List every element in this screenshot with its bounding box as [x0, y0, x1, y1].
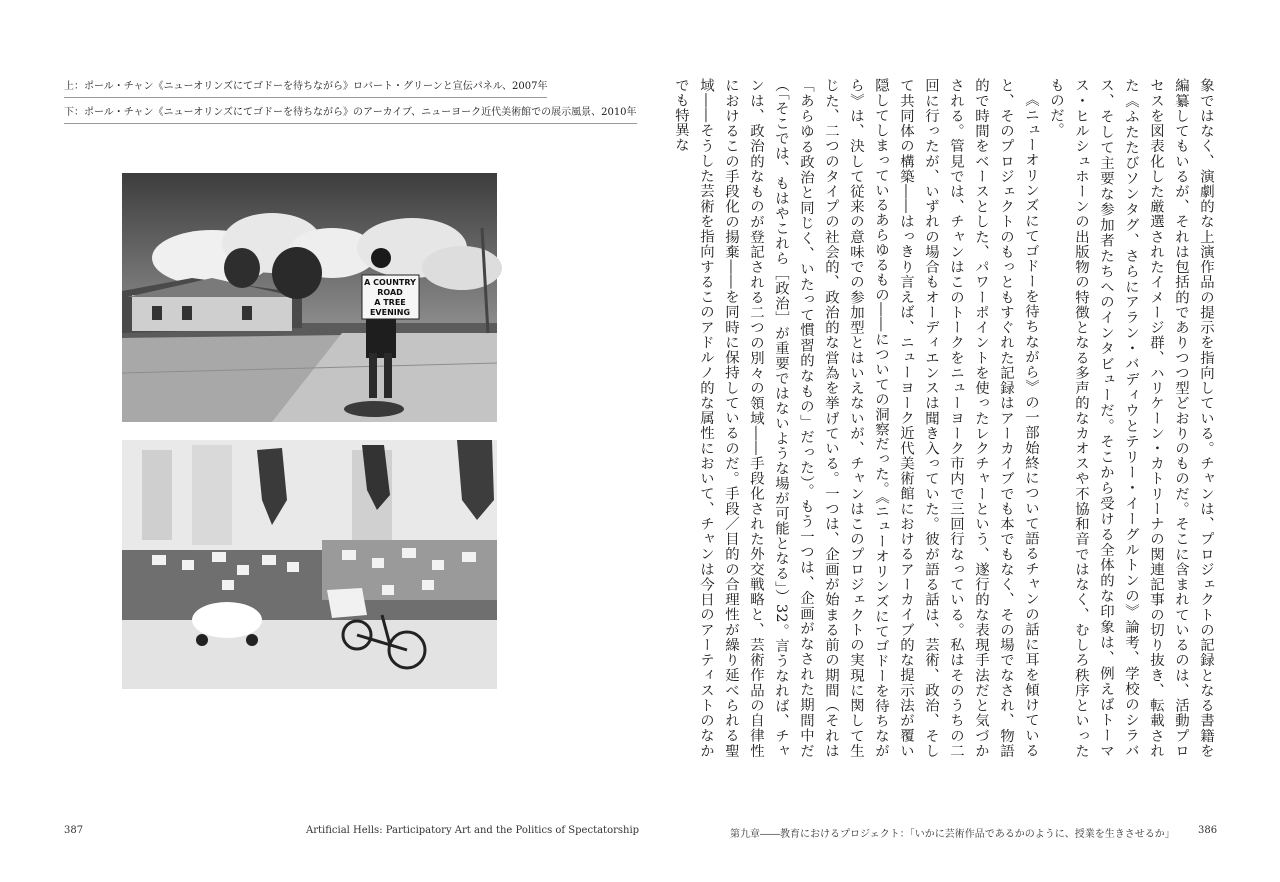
street-scene-image: [122, 173, 497, 422]
running-title-right: 第九章――教育におけるプロジェクト：「いかに芸術作品であるかのように、授業を生きさせるか」: [730, 829, 1175, 840]
photo-museum-installation: [122, 440, 497, 689]
sign-line-4: EVENING: [369, 308, 411, 317]
figure-captions: [64, 74, 637, 126]
caption-bottom: 下：ポール・チャン《ニューオリンズにてゴドーを待ちながら》のアーカイブ、ニューヨーク近代美術館での展示風景、2010年: [64, 104, 637, 124]
page-number-left: 387: [64, 825, 84, 836]
caption-top: 上：ポール・チャン《ニューオリンズにてゴドーを待ちながら》ロバート・グリーンと宣伝パネル、2007年: [64, 78, 547, 98]
running-title-left: Artificial Hells: Participatory Art and the Politics of Spectatorship: [306, 825, 640, 836]
page-number-right: 386: [1198, 825, 1218, 836]
photo-man-with-sign: [122, 173, 497, 422]
paragraph-1: 象ではなく、演劇的な上演作品の提示を指向している。チャンは、プロジェクトの記録となる書籍を編纂してもいるが、それは包括的でありつつ型どおりのものだ。そこに含まれているのは、活動プロセスを図表化した厳選されたイメージ群、ハリケーン・カトリーナの関連記事の切り抜き、転載された《ふたたびソンタグ、さらにアラン・バディウとテリー・イーグルトンの》論考、学校のシラバス、そして主要な参加者たちへのインタビューだ。そこから受ける全体的な印象は、例えばトーマス・ヒルシュホーンの出版物の特徴となる多声的なカオスや不協和音ではなく、むしろ秩序といったものだ。: [1048, 78, 1214, 758]
sign-line-1: A COUNTRY: [364, 278, 416, 287]
sign-line-2: ROAD: [377, 288, 403, 297]
vertical-body-text: [673, 78, 1218, 758]
installation-image: [122, 440, 497, 689]
sign-line-3: A TREE: [374, 298, 406, 307]
paragraph-2: 《ニューオリンズにてゴドーを待ちながら》の一部始終について語るチャンの話に耳を傾けていると、そのプロジェクトのもっともすぐれた記録はアーカイブでも本でもなく、その場でなされ、物語的で時間をベースとした、パワーポイントを使ったレクチャーという、遂行的な表現手法だと気づかされる。管見では、チャンはこのトークをニューヨーク市内で三回行なっている。私はそのうちの二回に行ったが、いずれの場合もオーディエンスは聞き入っていた。彼が語る話は、芸術、政治、そして共同体の構築――はっきり言えば、ニューヨーク近代美術館におけるアーカイブ的な提示法が覆い隠してしまっているあらゆるもの――についての洞察だった。《ニューオリンズにてゴドーを待ちながら》は、決して従来の意味での参加型とはいえないが、チャンはこのプロジェクトの実現に関して生じた、二つのタイプの社会的、政治的な営為を挙げている。一つは、企画が始まる前の期間（それは「あらゆる政治と同じく、いたって慣習的なもの」だった）。もう一つは、企画がなされた期間中だ（「そこでは、もはやこれら［政治］が重要ではないような場が可能となる」）32。言うなれば、チャンは、政治的なものが登記される二つの別々の領域――手段化された外交戦略と、芸術作品の自律性におけるこの手段化の揚棄――を同時に保持しているのだ。手段／目的の合理性が繰り延べられる聖域――そうした芸術を指向するこのアドルノ的な属性において、チャンは今日のアーティストのなかでも特異な: [673, 78, 1039, 758]
